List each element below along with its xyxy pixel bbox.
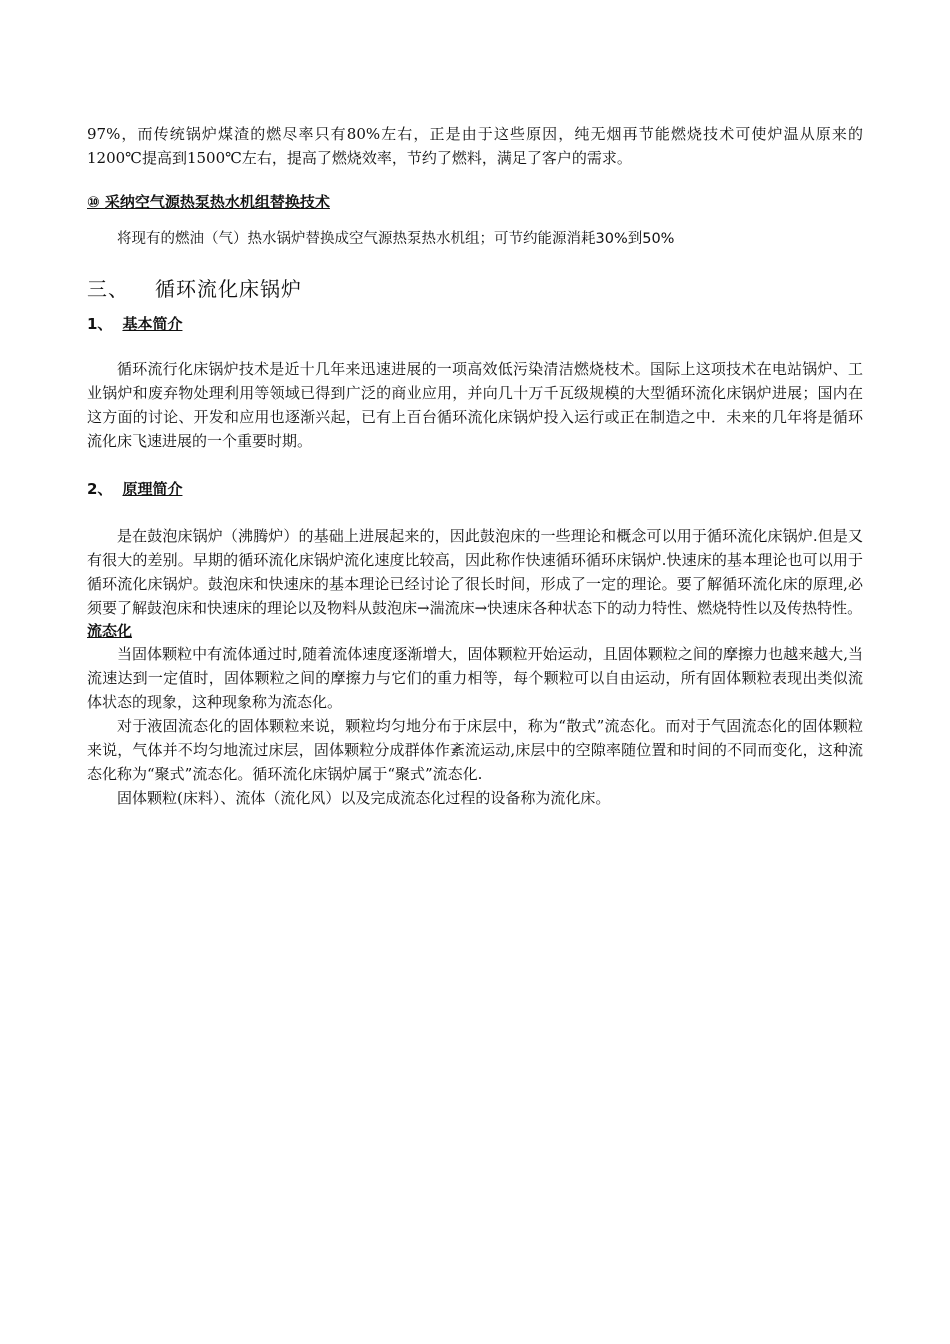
intro-paragraph: 97%，而传统锅炉煤渣的燃尽率只有80%左右，正是由于这些原因，纯无烟再节能燃烧技术可使炉温从原来的1200℃提高到1500℃左右，提高了燃烧效率，节约了燃料，满足了客户的需求。 (87, 125, 863, 167)
subsection-2-heading (87, 478, 863, 500)
document-page (87, 122, 863, 810)
fluidization-paragraph-1: 当固体颗粒中有流体通过时,随着流体速度逐渐增大，固体颗粒开始运动，且固体颗粒之间的摩擦力也越来越大,当流速达到一定值时，固体颗粒之间的摩擦力与它们的重力相等，每个颗粒可以自由运动，所有固体颗粒表现出类似流体状态的现象，这种现象称为流态化。 (87, 645, 863, 711)
subsection-1-number: 1、 (87, 315, 113, 333)
fluidization-paragraph-2: 对于液固流态化的固体颗粒来说，颗粒均匀地分布于床层中，称为“散式”流态化。而对于气固流态化的固体颗粒来说，气体并不均匀地流过床层，固体颗粒分成群体作紊流运动,床层中的空隙率随位置和时间的不同而变化，这种流态化称为“聚式”流态化。循环流化床锅炉属于“聚式”流态化. (87, 717, 863, 783)
item10-heading: ⑩ 采纳空气源热泵热水机组替换技术 (87, 193, 330, 211)
section-number: 三、 (87, 277, 129, 301)
subsection-2-paragraph: 是在鼓泡床锅炉（沸腾炉）的基础上进展起来的，因此鼓泡床的一些理论和概念可以用于循环流化床锅炉.但是又有很大的差别。早期的循环流化床锅炉流化速度比较高，因此称作快速循环循环床锅炉.快速床的基本理论也可以用于循环流化床锅炉。鼓泡床和快速床的基本理论已经讨论了很长时间，形成了一定的理论。要了解循环流化床的原理,必须要了解鼓泡床和快速床的理论以及物料从鼓泡床→湍流床→快速床各种状态下的动力特性、燃烧特性以及传热特性。 (87, 527, 863, 617)
subsection-1-paragraph: 循环流行化床锅炉技术是近十几年来迅速进展的一项高效低污染清洁燃烧枝术。国际上这项技术在电站锅炉、工业锅炉和废弃物处理利用等领域已得到广泛的商业应用，并向几十万千瓦级规模的大型循环流化床锅炉进展；国内在这方面的讨论、开发和应用也逐渐兴起，已有上百台循环流化床锅炉投入运行或正在制造之中．未来的几年将是循环流化床飞速进展的一个重要时期。 (87, 360, 863, 450)
item10-paragraph: 将现有的燃油（气）热水锅炉替换成空气源热泵热水机组；可节约能源消耗30%到50% (117, 231, 675, 247)
fluidization-heading: 流态化 (87, 622, 133, 640)
subsection-2-title: 原理简介 (122, 480, 183, 498)
fluidization-paragraph-3: 固体颗粒(床料）、流体（流化风）以及完成流态化过程的设备称为流化床。 (117, 789, 611, 807)
subsection-2-number: 2、 (87, 480, 113, 498)
section-title: 循环流化床锅炉 (155, 277, 302, 301)
section-heading (87, 275, 863, 303)
subsection-1-heading (87, 313, 863, 335)
subsection-1-title: 基本简介 (122, 315, 183, 333)
